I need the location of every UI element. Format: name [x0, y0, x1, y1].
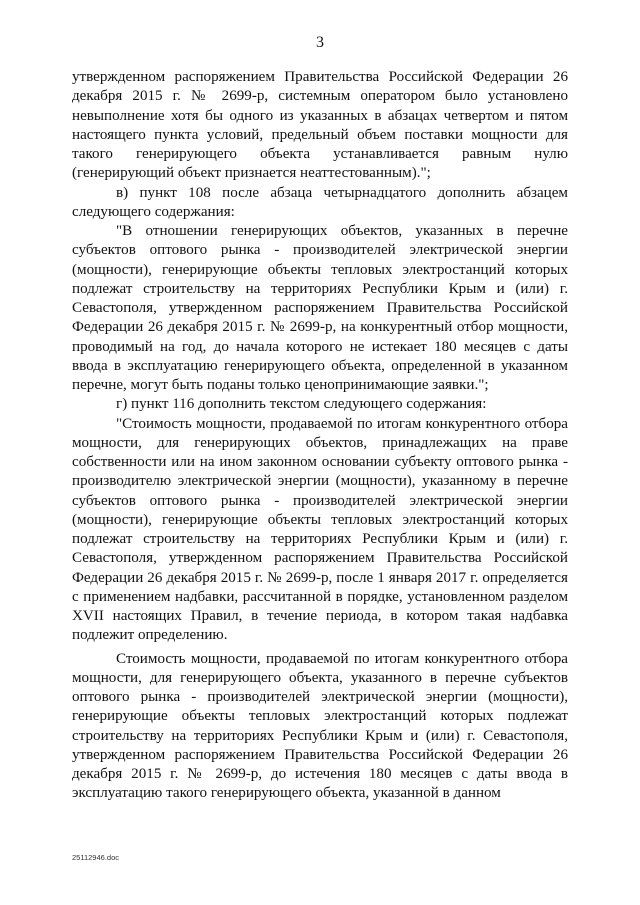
paragraph-quote-108: "В отношении генерирующих объектов, указанных в перечне субъектов оптового рынка - производителей электрической энергии (мощности), генерирующие объекты тепловых электростанций которых подлежат строительству на территориях Республики Крым и (или) г. Севастополя, утвержденном распоряжением Правительства Российской Федерации 26 декабря 2015 г. № 2699-р, на конкурентный отбор мощности, проводимый на год, до начала которого не истекает 180 месяцев с даты ввода в эксплуатацию генерирующего объекта, определенной в указанном перечне, могут быть поданы только ценопринимающие заявки."; [72, 223, 568, 393]
paragraph-item-v: в) пункт 108 после абзаца четырнадцатого дополнить абзацем следующего содержания: [72, 184, 568, 220]
document-body [72, 68, 568, 804]
paragraph-continuation: утвержденном распоряжением Правительства Российской Федерации 26 декабря 2015 г. № 2699-р, системным оператором было установлено невыполнение хотя бы одного из указанных в абзацах четвертом и пятом настоящего пункта условий, предельный объем поставки мощности для такого генерирующего объекта устанавливается равным нулю (генерирующий объект признается неаттестованным)."; [72, 69, 568, 182]
footer-filename: 25112946.doc [72, 853, 119, 862]
paragraph-item-g: г) пункт 116 дополнить текстом следующего содержания: [116, 396, 487, 413]
paragraph-cost-capacity: Стоимость мощности, продаваемой по итогам конкурентного отбора мощности, для генерирующего объекта, указанного в перечне субъектов оптового рынка - производителей электрической энергии (мощности), генерирующие объекты тепловых электростанций которых подлежат строительству на территориях Республики Крым и (или) г. Севастополя, утвержденном распоряжением Правительства Российской Федерации 26 декабря 2015 г. № 2699-р, до истечения 180 месяцев с даты ввода в эксплуатацию такого генерирующего объекта, указанной в данном [72, 650, 568, 802]
page-number: 3 [316, 34, 324, 51]
paragraph-quote-116: "Стоимость мощности, продаваемой по итогам конкурентного отбора мощности, для генерирующих объектов, принадлежащих на праве собственности или на ином законном основании субъекту оптового рынка - производителю электрической энергии (мощности), указанному в перечне субъектов оптового рынка - производителей электрической энергии (мощности), генерирующие объекты тепловых электростанций которых подлежат строительству на территориях Республики Крым и (или) г. Севастополя, утвержденном распоряжением Правительства Российской Федерации 26 декабря 2015 г. № 2699-р, после 1 января 2017 г. определяется с применением надбавки, рассчитанной в порядке, установленном разделом XVII настоящих Правил, в течение периода, в котором такая надбавка подлежит определению. [72, 415, 568, 644]
